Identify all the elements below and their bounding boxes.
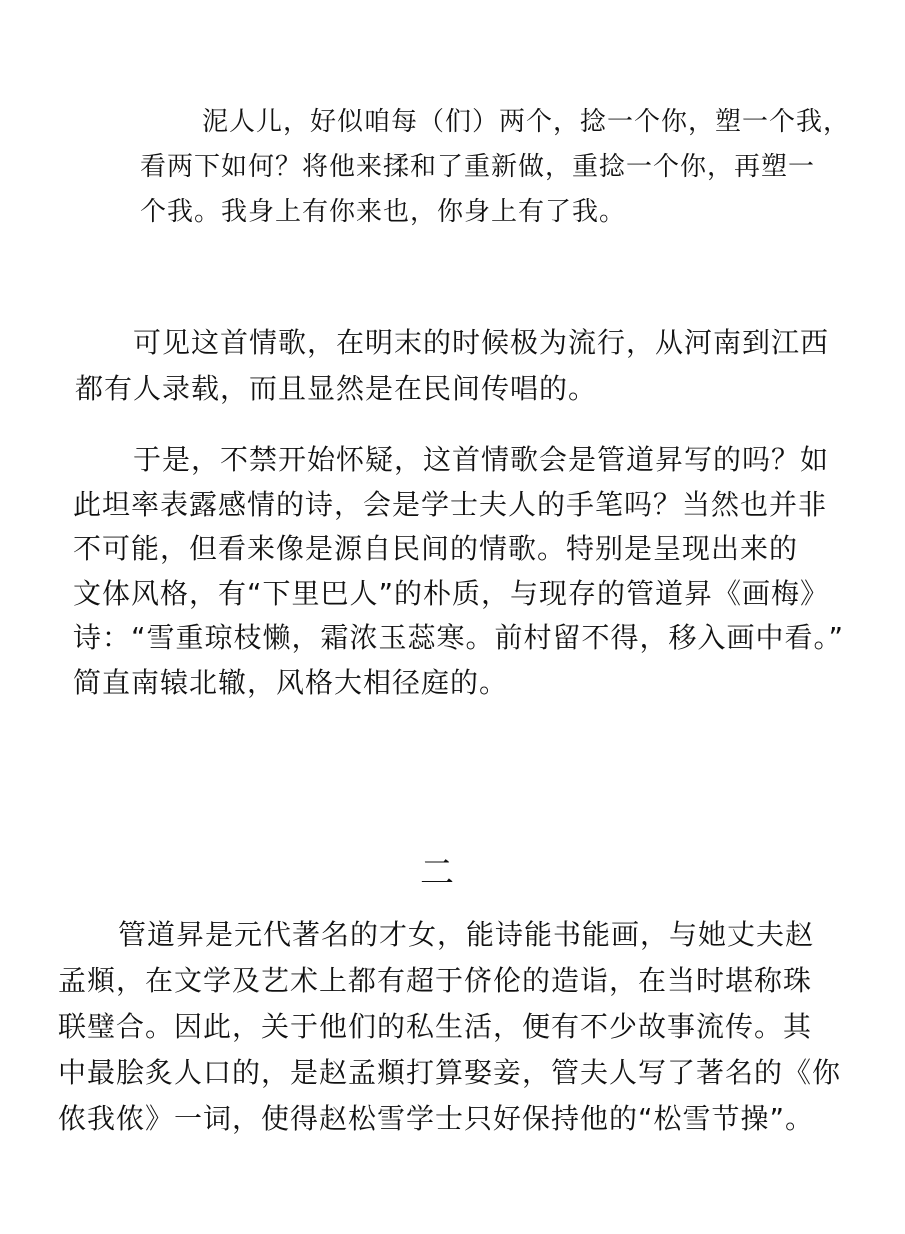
paragraph-line: 孟頫，在文学及艺术上都有超于侪伦的造诣，在当时堪称珠 — [58, 964, 813, 997]
paragraph-line: 都有人录载，而且显然是在民间传唱的。 — [75, 372, 598, 405]
paragraph-1 — [75, 320, 829, 412]
paragraph-line: 简直南辕北辙，风格大相径庭的。 — [73, 665, 509, 699]
paragraph-line: 文体风格，有“下里巴人”的朴质，与现存的管道昇《画梅》 — [73, 576, 830, 610]
quoted-song — [140, 100, 851, 235]
quote-line: 个我。我身上有你来也，你身上有了我。 — [140, 197, 627, 227]
paragraph-line: 侬我侬》一词，使得赵松雪学士只好保持他的“松雪节操”。 — [58, 1102, 815, 1135]
section-heading: 二 — [420, 853, 454, 893]
paragraph-line: 可见这首情歌，在明末的时候极为流行，从河南到江西 — [133, 326, 830, 359]
paragraph-line: 中最脍炙人口的，是赵孟頫打算娶妾，管夫人写了著名的《你 — [58, 1056, 842, 1089]
paragraph-line: 不可能，但看来像是源自民间的情歌。特别是呈现出来的 — [73, 532, 799, 565]
paragraph-line: 联璧合。因此，关于他们的私生活，便有不少故事流传。其 — [58, 1010, 813, 1043]
paragraph-2 — [73, 438, 844, 705]
quote-line: 泥人儿，好似咱每（们）两个，捻一个你，塑一个我， — [202, 107, 851, 137]
paragraph-line: 此坦率表露感情的诗，会是学士夫人的手笔吗？当然也并非 — [73, 487, 828, 521]
paragraph-3 — [58, 912, 841, 1142]
paragraph-line: 诗：“雪重琼枝懒，霜浓玉蕊寒。前村留不得，移入画中看。” — [73, 621, 845, 654]
paragraph-line: 于是，不禁开始怀疑，这首情歌会是管道昇写的吗？如 — [133, 443, 830, 476]
paragraph-line: 管道昇是元代著名的才女，能诗能书能画，与她丈夫赵 — [118, 918, 815, 951]
quote-line: 看两下如何？将他来揉和了重新做，重捻一个你，再塑一 — [140, 152, 816, 182]
